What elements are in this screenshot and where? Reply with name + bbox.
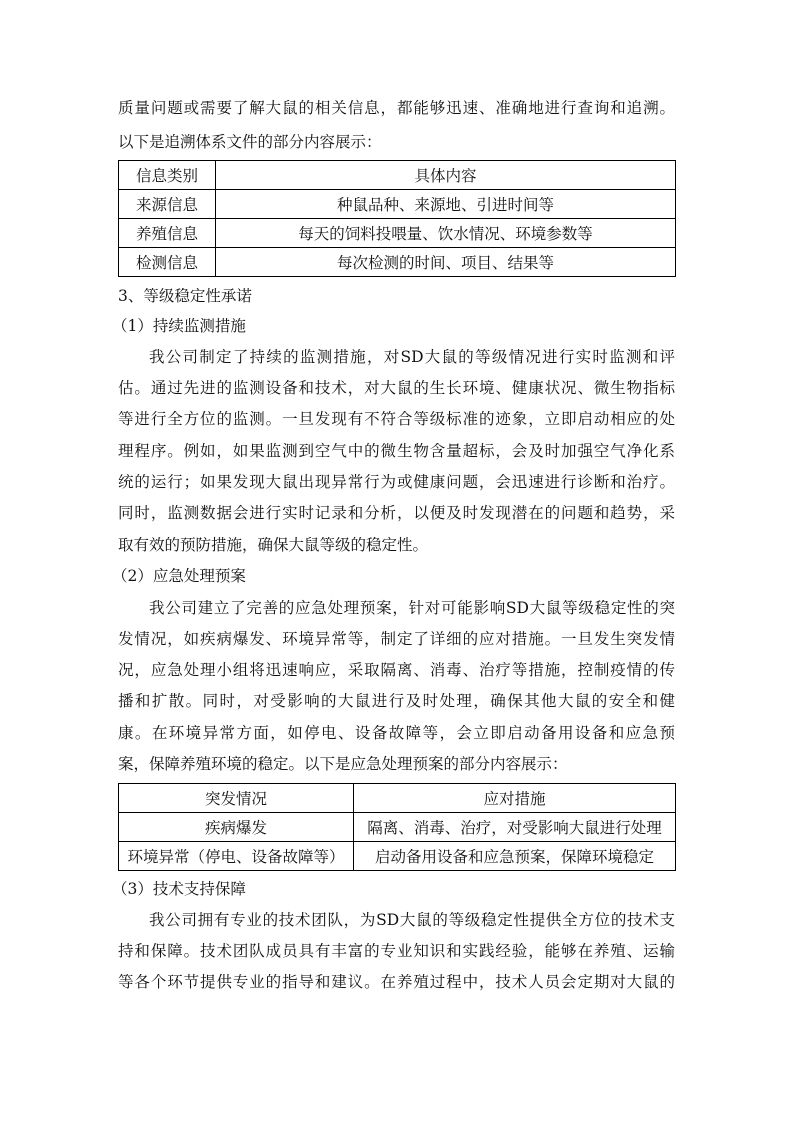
table-cell: 环境异常（停电、设备故障等）	[119, 842, 354, 871]
table-row	[119, 842, 676, 871]
table-cell: 每天的饲料投喂量、饮水情况、环境参数等	[216, 219, 676, 248]
body-text: 持和保障。技术团队成员具有丰富的专业知识和实践经验，能够在养殖、运输	[118, 942, 675, 960]
table-cell: 来源信息	[119, 190, 216, 219]
table-cell: 检测信息	[119, 248, 216, 277]
table-header: 具体内容	[216, 161, 676, 190]
body-text: 理程序。例如，如果监测到空气中的微生物含量超标，会及时加强空气净化系	[118, 442, 675, 460]
subsection-heading: （1）持续监测措施	[112, 317, 246, 335]
body-text: 康。在环境异常方面，如停电、设备故障等，会立即启动备用设备和应急预	[118, 724, 675, 742]
body-text: 案，保障养殖环境的稳定。以下是应急处理预案的部分内容展示：	[118, 755, 568, 773]
body-text: 质量问题或需要了解大鼠的相关信息，都能够迅速、准确地进行查询和追溯。	[118, 99, 675, 117]
body-text: 况，应急处理小组将迅速响应，采取隔离、消毒、治疗等措施，控制疫情的传	[118, 661, 675, 679]
table-header: 信息类别	[119, 161, 216, 190]
section-heading: 3、等级稳定性承诺	[118, 287, 252, 305]
table-cell: 疾病爆发	[119, 813, 354, 842]
body-text: 取有效的预防措施，确保大鼠等级的稳定性。	[118, 536, 429, 554]
table-cell: 种鼠品种、来源地、引进时间等	[216, 190, 676, 219]
body-text: 等各个环节提供专业的指导和建议。在养殖过程中，技术人员会定期对大鼠的	[118, 973, 675, 991]
table-cell: 每次检测的时间、项目、结果等	[216, 248, 676, 277]
body-text: 统的运行；如果发现大鼠出现异常行为或健康问题，会迅速进行诊断和治疗。	[118, 473, 675, 491]
table-header-row	[119, 161, 676, 190]
table-cell: 隔离、消毒、治疗，对受影响大鼠进行处理	[354, 813, 676, 842]
body-text: 同时，监测数据会进行实时记录和分析，以便及时发现潜在的问题和趋势，采	[118, 504, 675, 522]
table-row	[119, 813, 676, 842]
body-text: 等进行全方位的监测。一旦发现有不符合等级标准的迹象，立即启动相应的处	[118, 410, 675, 428]
table-row	[119, 190, 676, 219]
body-text: 我公司拥有专业的技术团队，为SD大鼠的等级稳定性提供全方位的技术支	[149, 911, 675, 929]
body-text: 播和扩散。同时，对受影响的大鼠进行及时处理，确保其他大鼠的安全和健	[118, 692, 675, 710]
body-text: 我公司建立了完善的应急处理预案，针对可能影响SD大鼠等级稳定性的突	[149, 599, 675, 617]
body-text: 发情况，如疾病爆发、环境异常等，制定了详细的应对措施。一旦发生突发情	[118, 630, 675, 648]
table-header: 应对措施	[354, 784, 676, 813]
table-row	[119, 219, 676, 248]
emergency-table	[118, 783, 676, 871]
table-cell: 养殖信息	[119, 219, 216, 248]
body-text: 以下是追溯体系文件的部分内容展示：	[118, 133, 382, 151]
body-text: 估。通过先进的监测设备和技术，对大鼠的生长环境、健康状况、微生物指标	[118, 379, 675, 397]
table-row	[119, 248, 676, 277]
table-header: 突发情况	[119, 784, 354, 813]
trace-table	[118, 160, 676, 277]
body-text: 我公司制定了持续的监测措施，对SD大鼠的等级情况进行实时监测和评	[149, 348, 675, 366]
table-cell: 启动备用设备和应急预案，保障环境稳定	[354, 842, 676, 871]
table-header-row	[119, 784, 676, 813]
subsection-heading: （2）应急处理预案	[112, 567, 246, 585]
subsection-heading: （3）技术支持保障	[112, 880, 246, 898]
